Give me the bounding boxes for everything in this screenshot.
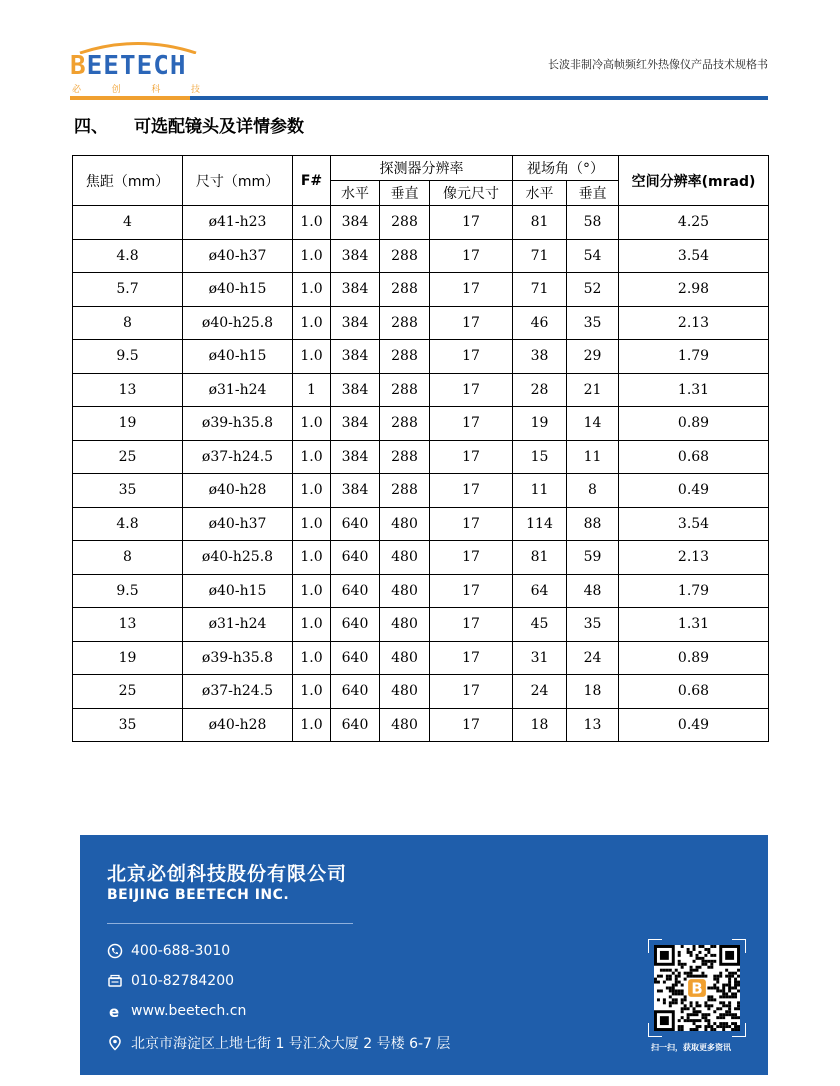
cell-focal-length: 25	[73, 440, 183, 474]
cell-fov-horizontal: 19	[513, 407, 567, 441]
cell-fov-vertical: 21	[567, 373, 619, 407]
table-row	[73, 474, 769, 508]
cell-detector-vertical: 480	[380, 507, 430, 541]
cell-spatial-resolution: 2.13	[619, 541, 769, 575]
cell-f-number: 1.0	[293, 675, 331, 709]
cell-detector-horizontal: 640	[331, 675, 380, 709]
cell-detector-horizontal: 640	[331, 608, 380, 642]
table-row	[73, 206, 769, 240]
cell-detector-horizontal: 384	[331, 306, 380, 340]
cell-detector-horizontal: 384	[331, 273, 380, 307]
cell-lens-size: ø40-h37	[183, 507, 293, 541]
cell-fov-vertical: 58	[567, 206, 619, 240]
cell-detector-vertical: 288	[380, 440, 430, 474]
cell-detector-horizontal: 384	[331, 206, 380, 240]
cell-fov-horizontal: 18	[513, 708, 567, 742]
cell-f-number: 1.0	[293, 407, 331, 441]
cell-spatial-resolution: 1.79	[619, 574, 769, 608]
cell-detector-vertical: 480	[380, 608, 430, 642]
cell-pixel-size: 17	[430, 474, 513, 508]
cell-fov-horizontal: 11	[513, 474, 567, 508]
cell-detector-vertical: 480	[380, 708, 430, 742]
cell-detector-horizontal: 384	[331, 239, 380, 273]
cell-spatial-resolution: 0.49	[619, 474, 769, 508]
cell-fov-horizontal: 38	[513, 340, 567, 374]
cell-focal-length: 4.8	[73, 239, 183, 273]
table-row	[73, 574, 769, 608]
header-divider	[70, 96, 768, 100]
cell-detector-horizontal: 384	[331, 340, 380, 374]
cell-spatial-resolution: 0.89	[619, 407, 769, 441]
table-row	[73, 407, 769, 441]
cell-fov-horizontal: 71	[513, 273, 567, 307]
cell-detector-vertical: 288	[380, 407, 430, 441]
footer-website[interactable]: e www.beetech.cn	[109, 1003, 247, 1019]
header-pixel-size: 像元尺寸	[430, 181, 513, 206]
cell-spatial-resolution: 0.89	[619, 641, 769, 675]
cell-focal-length: 8	[73, 541, 183, 575]
cell-fov-vertical: 11	[567, 440, 619, 474]
cell-pixel-size: 17	[430, 407, 513, 441]
cell-lens-size: ø40-h15	[183, 273, 293, 307]
qr-code-icon	[654, 945, 740, 1031]
phone-icon	[107, 943, 123, 959]
footer-company-name-en: BEIJING BEETECH INC.	[107, 887, 290, 903]
table-row	[73, 340, 769, 374]
cell-pixel-size: 17	[430, 306, 513, 340]
table-row	[73, 440, 769, 474]
cell-f-number: 1.0	[293, 708, 331, 742]
footer-divider	[107, 923, 353, 924]
cell-fov-vertical: 24	[567, 641, 619, 675]
cell-spatial-resolution: 1.79	[619, 340, 769, 374]
cell-focal-length: 13	[73, 373, 183, 407]
cell-fov-vertical: 48	[567, 574, 619, 608]
cell-pixel-size: 17	[430, 273, 513, 307]
cell-detector-horizontal: 640	[331, 541, 380, 575]
section-heading: 可选配镜头及详情参数	[134, 117, 304, 137]
table-row	[73, 507, 769, 541]
cell-f-number: 1.0	[293, 239, 331, 273]
cell-focal-length: 19	[73, 407, 183, 441]
header-detector-horizontal: 水平	[331, 181, 380, 206]
table-row	[73, 239, 769, 273]
cell-detector-horizontal: 384	[331, 373, 380, 407]
header-spatial-resolution: 空间分辨率(mrad)	[619, 156, 769, 206]
cell-detector-horizontal: 640	[331, 641, 380, 675]
cell-fov-vertical: 54	[567, 239, 619, 273]
cell-fov-horizontal: 24	[513, 675, 567, 709]
cell-detector-horizontal: 640	[331, 507, 380, 541]
cell-pixel-size: 17	[430, 641, 513, 675]
header-size: 尺寸（mm）	[183, 156, 293, 206]
cell-focal-length: 4	[73, 206, 183, 240]
lens-spec-table	[72, 155, 769, 742]
cell-pixel-size: 17	[430, 507, 513, 541]
header-f-number: F#	[293, 156, 331, 206]
table-row	[73, 273, 769, 307]
cell-pixel-size: 17	[430, 574, 513, 608]
cell-detector-horizontal: 640	[331, 708, 380, 742]
table-row	[73, 541, 769, 575]
header-fov-vertical: 垂直	[567, 181, 619, 206]
header-field-of-view: 视场角（°）	[513, 156, 619, 181]
cell-detector-horizontal: 384	[331, 440, 380, 474]
cell-spatial-resolution: 3.54	[619, 507, 769, 541]
cell-detector-vertical: 288	[380, 474, 430, 508]
section-number: 四、	[74, 117, 108, 137]
cell-spatial-resolution: 0.49	[619, 708, 769, 742]
cell-lens-size: ø39-h35.8	[183, 407, 293, 441]
cell-lens-size: ø40-h28	[183, 708, 293, 742]
cell-fov-vertical: 8	[567, 474, 619, 508]
cell-focal-length: 4.8	[73, 507, 183, 541]
cell-spatial-resolution: 3.54	[619, 239, 769, 273]
table-row	[73, 641, 769, 675]
web-icon	[107, 1003, 123, 1019]
cell-f-number: 1.0	[293, 608, 331, 642]
cell-lens-size: ø40-h15	[183, 574, 293, 608]
cell-detector-vertical: 480	[380, 541, 430, 575]
table-row	[73, 306, 769, 340]
cell-detector-vertical: 288	[380, 340, 430, 374]
cell-focal-length: 13	[73, 608, 183, 642]
cell-spatial-resolution: 0.68	[619, 675, 769, 709]
cell-focal-length: 25	[73, 675, 183, 709]
cell-spatial-resolution: 0.68	[619, 440, 769, 474]
cell-fov-vertical: 35	[567, 306, 619, 340]
cell-lens-size: ø40-h28	[183, 474, 293, 508]
qr-code[interactable]	[654, 945, 740, 1031]
cell-pixel-size: 17	[430, 440, 513, 474]
cell-focal-length: 35	[73, 474, 183, 508]
cell-fov-vertical: 52	[567, 273, 619, 307]
cell-f-number: 1.0	[293, 574, 331, 608]
cell-detector-horizontal: 640	[331, 574, 380, 608]
cell-fov-horizontal: 28	[513, 373, 567, 407]
cell-fov-horizontal: 71	[513, 239, 567, 273]
cell-fov-vertical: 13	[567, 708, 619, 742]
cell-detector-vertical: 288	[380, 306, 430, 340]
svg-text:e: e	[109, 1003, 120, 1019]
section-title	[74, 112, 304, 137]
cell-pixel-size: 17	[430, 239, 513, 273]
cell-detector-vertical: 288	[380, 239, 430, 273]
cell-lens-size: ø40-h25.8	[183, 306, 293, 340]
cell-pixel-size: 17	[430, 675, 513, 709]
cell-pixel-size: 17	[430, 608, 513, 642]
cell-detector-vertical: 480	[380, 641, 430, 675]
cell-detector-vertical: 288	[380, 206, 430, 240]
cell-focal-length: 19	[73, 641, 183, 675]
cell-f-number: 1.0	[293, 541, 331, 575]
logo-text: BEETECH	[70, 51, 187, 81]
company-logo	[70, 40, 202, 96]
footer-phone: 400-688-3010	[107, 943, 230, 959]
cell-detector-horizontal: 384	[331, 474, 380, 508]
cell-lens-size: ø39-h35.8	[183, 641, 293, 675]
cell-spatial-resolution: 2.98	[619, 273, 769, 307]
cell-fov-vertical: 88	[567, 507, 619, 541]
cell-focal-length: 9.5	[73, 574, 183, 608]
table-row	[73, 608, 769, 642]
cell-lens-size: ø40-h25.8	[183, 541, 293, 575]
cell-lens-size: ø31-h24	[183, 608, 293, 642]
cell-lens-size: ø40-h37	[183, 239, 293, 273]
table-row	[73, 373, 769, 407]
svg-text:B: B	[691, 980, 703, 998]
cell-detector-vertical: 480	[380, 574, 430, 608]
cell-lens-size: ø37-h24.5	[183, 440, 293, 474]
cell-fov-horizontal: 15	[513, 440, 567, 474]
cell-lens-size: ø41-h23	[183, 206, 293, 240]
cell-detector-horizontal: 384	[331, 407, 380, 441]
cell-detector-vertical: 288	[380, 373, 430, 407]
cell-fov-horizontal: 114	[513, 507, 567, 541]
cell-f-number: 1.0	[293, 507, 331, 541]
cell-lens-size: ø40-h15	[183, 340, 293, 374]
cell-pixel-size: 17	[430, 206, 513, 240]
company-footer	[80, 835, 768, 1075]
cell-focal-length: 9.5	[73, 340, 183, 374]
cell-focal-length: 5.7	[73, 273, 183, 307]
logo-subtitle: 必 创 科 技	[72, 85, 200, 95]
table-row	[73, 675, 769, 709]
cell-spatial-resolution: 1.31	[619, 608, 769, 642]
cell-fov-horizontal: 31	[513, 641, 567, 675]
cell-f-number: 1.0	[293, 306, 331, 340]
cell-spatial-resolution: 2.13	[619, 306, 769, 340]
cell-f-number: 1.0	[293, 340, 331, 374]
cell-lens-size: ø31-h24	[183, 373, 293, 407]
cell-fov-horizontal: 64	[513, 574, 567, 608]
fax-icon	[107, 973, 123, 989]
cell-fov-vertical: 14	[567, 407, 619, 441]
location-icon	[107, 1035, 123, 1051]
cell-fov-vertical: 18	[567, 675, 619, 709]
footer-address: 北京市海淀区上地七街 1 号汇众大厦 2 号楼 6-7 层	[107, 1033, 450, 1053]
cell-f-number: 1.0	[293, 273, 331, 307]
cell-f-number: 1.0	[293, 474, 331, 508]
cell-f-number: 1.0	[293, 206, 331, 240]
cell-fov-vertical: 35	[567, 608, 619, 642]
cell-pixel-size: 17	[430, 340, 513, 374]
cell-focal-length: 35	[73, 708, 183, 742]
cell-focal-length: 8	[73, 306, 183, 340]
qr-caption: 扫一扫，获取更多资讯	[651, 1043, 731, 1052]
document-title: 长波非制冷高帧频红外热像仪产品技术规格书	[548, 58, 768, 71]
cell-lens-size: ø37-h24.5	[183, 675, 293, 709]
cell-fov-horizontal: 81	[513, 206, 567, 240]
header-focal: 焦距（mm）	[73, 156, 183, 206]
cell-fov-vertical: 29	[567, 340, 619, 374]
cell-fov-vertical: 59	[567, 541, 619, 575]
footer-company-name: 北京必创科技股份有限公司	[107, 863, 348, 885]
cell-spatial-resolution: 4.25	[619, 206, 769, 240]
footer-fax: 010-82784200	[107, 973, 234, 989]
header-detector-vertical: 垂直	[380, 181, 430, 206]
cell-detector-vertical: 288	[380, 273, 430, 307]
table-row	[73, 708, 769, 742]
cell-pixel-size: 17	[430, 373, 513, 407]
cell-f-number: 1	[293, 373, 331, 407]
cell-pixel-size: 17	[430, 708, 513, 742]
cell-spatial-resolution: 1.31	[619, 373, 769, 407]
cell-pixel-size: 17	[430, 541, 513, 575]
cell-f-number: 1.0	[293, 641, 331, 675]
header-fov-horizontal: 水平	[513, 181, 567, 206]
cell-fov-horizontal: 81	[513, 541, 567, 575]
cell-f-number: 1.0	[293, 440, 331, 474]
cell-fov-horizontal: 45	[513, 608, 567, 642]
cell-fov-horizontal: 46	[513, 306, 567, 340]
cell-detector-vertical: 480	[380, 675, 430, 709]
header-detector-resolution: 探测器分辨率	[331, 156, 513, 181]
